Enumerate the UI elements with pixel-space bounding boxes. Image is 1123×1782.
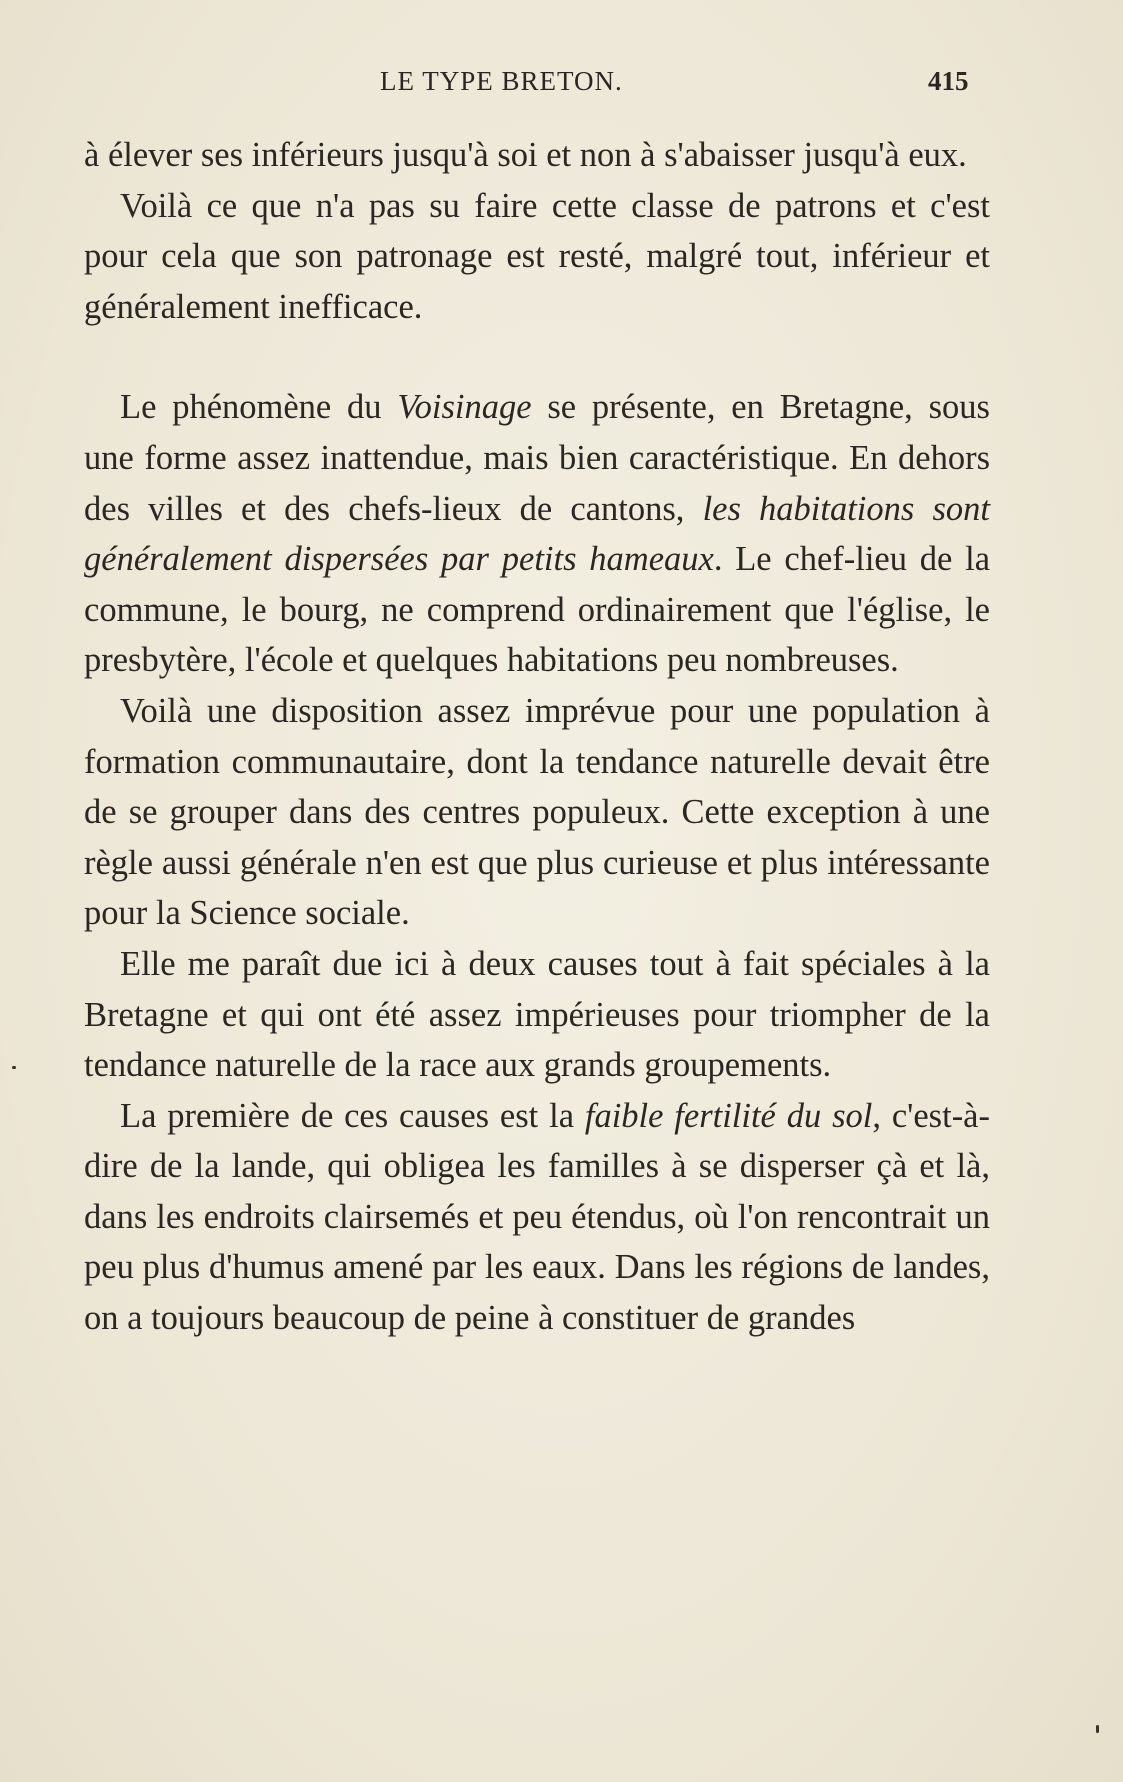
paragraph-2	[84, 181, 990, 333]
page-header	[0, 66, 1123, 106]
paragraph-3-italic-voisinage: Voisinage	[397, 388, 532, 427]
paragraph-1	[84, 130, 990, 181]
paragraph-2-text: Voilà ce que n'a pas su faire cette classe de patrons et c'est pour cela que son patronage est resté, malgré tout, inférieur et généralement inefficace.	[84, 186, 990, 326]
paragraph-6-italic-fertilite: faible fertilité du sol	[584, 1096, 873, 1135]
paragraph-3-text-a: Le phénomène du	[120, 388, 398, 427]
paragraph-6-text-a: La première de ces causes est la	[120, 1096, 585, 1135]
paragraph-3-text-b: se présente, en Bretagne, sous une forme assez inattendue, mais bien caractéristique. En dehors des villes et des chefs-lieux de cantons,	[84, 388, 990, 528]
paper-speck	[1096, 1725, 1099, 1733]
paper-speck	[12, 1066, 16, 1069]
paragraph-3	[84, 382, 990, 686]
paragraph-6	[84, 1091, 990, 1344]
paragraph-5-text: Elle me paraît due ici à deux causes tout à fait spéciales à la Bretagne et qui ont été assez impérieuses pour triompher de la tendance naturelle de la race aux grands groupements.	[84, 944, 990, 1085]
paragraph-1-text: à élever ses inférieurs jusqu'à soi et non à s'abaisser jusqu'à eux.	[84, 136, 967, 174]
paragraph-4	[84, 686, 990, 939]
body-text	[84, 130, 990, 1344]
paragraph-4-text: Voilà une disposition assez imprévue pour une population à formation communautaire, dont la tendance naturelle devait être de se grouper dans des centres populeux. Cette exception à une règle aussi générale n'en est que plus curieuse et plus intéressante pour la Science sociale.	[84, 691, 990, 933]
running-title: LE TYPE BRETON.	[380, 66, 623, 96]
page-number: 415	[928, 66, 969, 96]
paragraph-3-italic-habitations: les habitations sont généralement dispersées par petits hameaux	[84, 489, 990, 579]
paragraph-5	[84, 939, 990, 1091]
paragraph-6-text-b: , c'est-à-dire de la lande, qui obligea les familles à se disperser çà et là, dans les endroits clairsemés et peu étendus, où l'on rencontrait un peu plus d'humus amené par les eaux. Dans les régions de landes, on a toujours beaucoup de peine à constituer de grandes	[84, 1096, 990, 1338]
paragraph-3-text-c: . Le chef-lieu de la commune, le bourg, ne comprend ordinairement que l'église, le presbytère, l'école et quelques habitations peu nombreuses.	[84, 540, 991, 680]
